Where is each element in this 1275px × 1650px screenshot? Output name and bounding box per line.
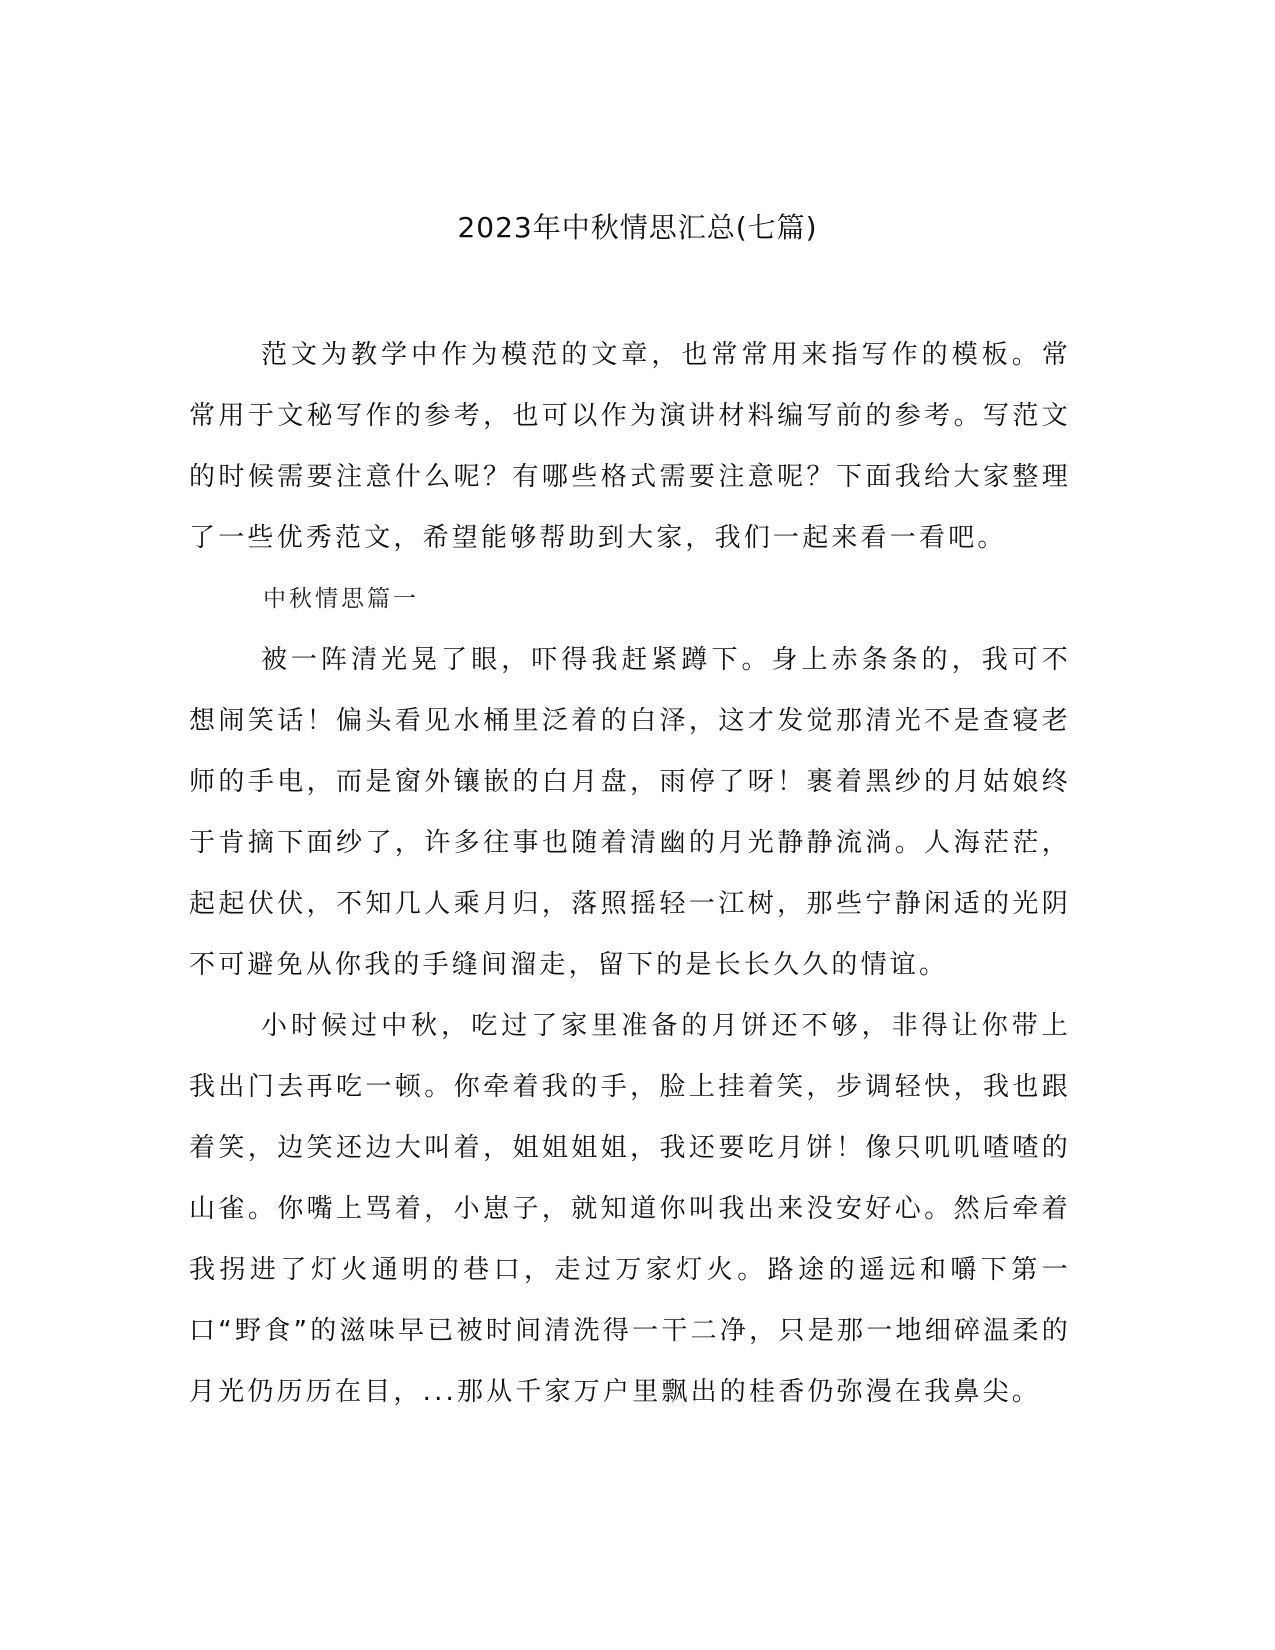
document-body [189, 325, 1071, 1423]
body-paragraph-2: 小时候过中秋，吃过了家里准备的月饼还不够，非得让你带上我出门去再吃一顿。你牵着我的手，脸上挂着笑，步调轻快，我也跟着笑，边笑还边大叫着，姐姐姐姐，我还要吃月饼！像只叽叽喳喳的山雀。你嘴上骂着，小崽子，就知道你叫我出来没安好心。然后牵着我拐进了灯火通明的巷口，走过万家灯火。路途的遥远和嚼下第一口“野食”的滋味早已被时间清洗得一干二净，只是那一地细碎温柔的月光仍历历在目，...那从千家万户里飘出的桂香仍弥漫在我鼻尖。 [189, 1011, 1071, 1407]
intro-paragraph: 范文为教学中作为模范的文章，也常常用来指写作的模板。常常用于文秘写作的参考，也可以作为演讲材料编写前的参考。写范文的时候需要注意什么呢？有哪些格式需要注意呢？下面我给大家整理了一些优秀范文，希望能够帮助到大家，我们一起来看一看吧。 [189, 340, 1071, 553]
document-title: 2023年中秋情思汇总(七篇) [457, 211, 818, 244]
body-paragraph-1: 被一阵清光晃了眼，吓得我赶紧蹲下。身上赤条条的，我可不想闹笑话！偏头看见水桶里泛着的白泽，这才发觉那清光不是查寝老师的手电，而是窗外镶嵌的白月盘，雨停了呀！裹着黑纱的月姑娘终于肯摘下面纱了，许多往事也随着清幽的月光静静流淌。人海茫茫，起起伏伏，不知几人乘月归，落照摇轻一江树，那些宁静闲适的光阴不可避免从你我的手缝间溜走，留下的是长长久久的情谊。 [189, 645, 1071, 980]
section-heading: 中秋情思篇一 [263, 586, 419, 612]
